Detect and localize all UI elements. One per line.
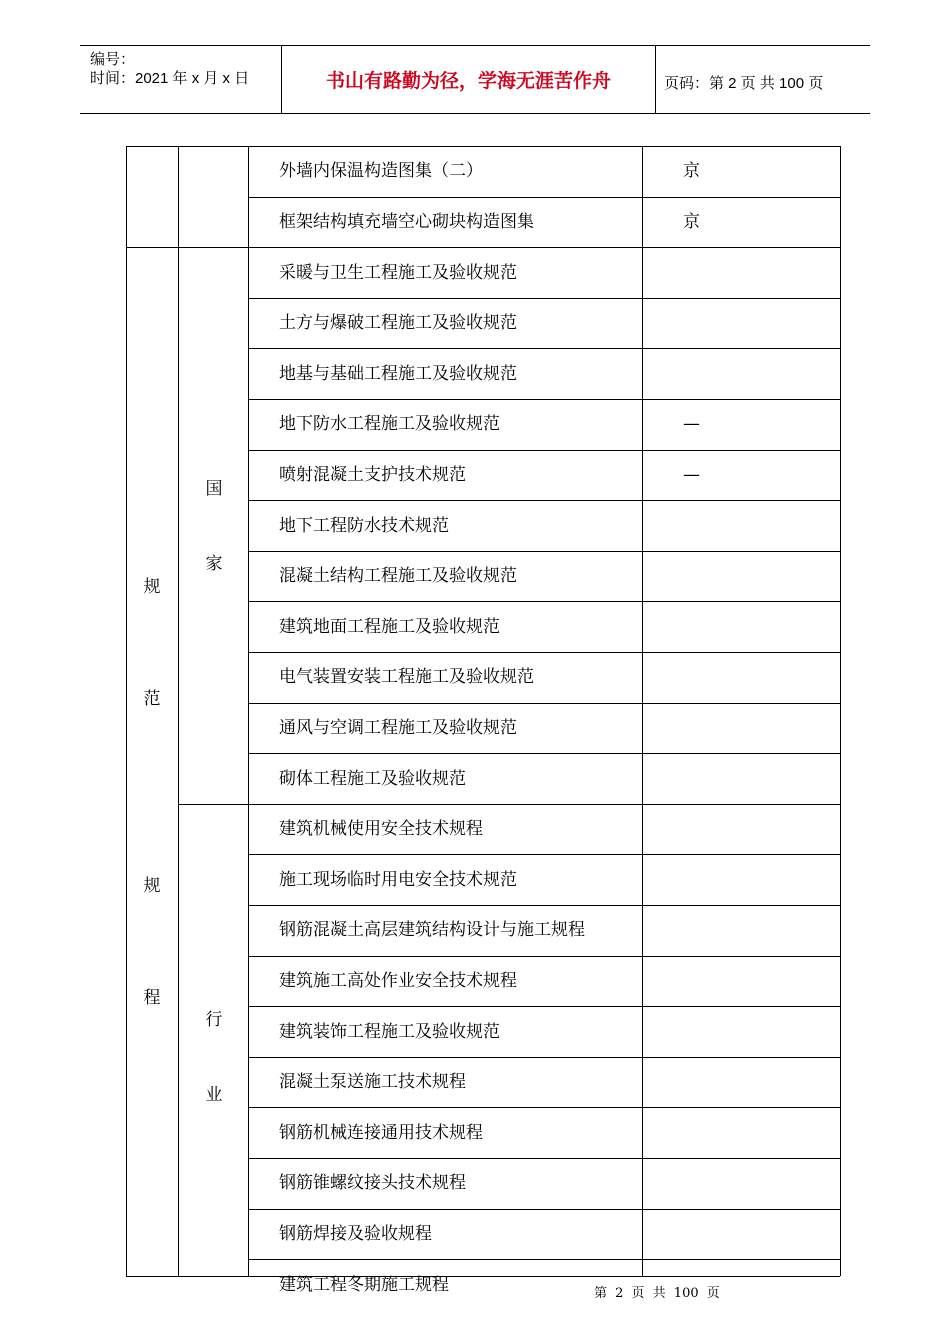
table-row-line bbox=[248, 854, 840, 855]
header-motto: 书山有路勤为径，学海无涯苦作舟 bbox=[325, 70, 611, 92]
table-row-line bbox=[248, 753, 840, 754]
table-row-line bbox=[248, 1259, 840, 1260]
standard-name: 喷射混凝土支护技术规范 bbox=[279, 465, 466, 485]
table-row-line bbox=[248, 1057, 840, 1058]
standard-name: 地基与基础工程施工及验收规范 bbox=[279, 364, 517, 384]
standard-name: 外墙内保温构造图集（二） bbox=[279, 161, 483, 181]
standard-name: 混凝土泵送施工技术规程 bbox=[279, 1072, 466, 1092]
table-row-line bbox=[248, 197, 840, 198]
standard-name: 钢筋机械连接通用技术规程 bbox=[279, 1123, 483, 1143]
category-label-char: 规 bbox=[143, 876, 161, 896]
document-time-label: 时间：2021 年 x 月 x 日 bbox=[90, 70, 250, 87]
standard-name: 混凝土结构工程施工及验收规范 bbox=[279, 566, 517, 586]
national-label-char: 国 bbox=[205, 479, 223, 499]
standard-name: 钢筋混凝土高层建筑结构设计与施工规程 bbox=[279, 920, 585, 940]
standard-name: 建筑装饰工程施工及验收规范 bbox=[279, 1022, 500, 1042]
table-row-line bbox=[248, 551, 840, 552]
standard-name: 土方与爆破工程施工及验收规范 bbox=[279, 313, 517, 333]
table-border-right bbox=[840, 146, 841, 1276]
standard-name: 砌体工程施工及验收规范 bbox=[279, 769, 466, 789]
table-row-line bbox=[248, 399, 840, 400]
standard-name: 电气装置安装工程施工及验收规范 bbox=[279, 667, 534, 687]
industry-label-char: 行 bbox=[205, 1010, 223, 1030]
table-row-line bbox=[248, 450, 840, 451]
standard-name-overflow: 建筑工程冬期施工规程 bbox=[279, 1275, 449, 1295]
table-row-line bbox=[248, 500, 840, 501]
category-label-char: 范 bbox=[143, 689, 161, 709]
table-border-left bbox=[126, 146, 127, 1276]
standard-name: 建筑地面工程施工及验收规范 bbox=[279, 617, 500, 637]
header-top-rule bbox=[80, 45, 870, 46]
table-row-line bbox=[248, 905, 840, 906]
header-bottom-rule bbox=[80, 113, 870, 114]
standard-name: 框架结构填充墙空心砌块构造图集 bbox=[279, 212, 534, 232]
page-footer: 第 2 页 共 100 页 bbox=[594, 1286, 720, 1301]
standard-name: 地下工程防水技术规范 bbox=[279, 516, 449, 536]
standard-code: — bbox=[683, 465, 700, 485]
standard-name: 施工现场临时用电安全技术规范 bbox=[279, 870, 517, 890]
table-row-line bbox=[248, 601, 840, 602]
document-number-label: 编号： bbox=[90, 51, 136, 68]
standard-name: 采暖与卫生工程施工及验收规范 bbox=[279, 263, 517, 283]
standard-code: 京 bbox=[683, 212, 700, 232]
table-row-line bbox=[248, 298, 840, 299]
standard-name: 钢筋焊接及验收规程 bbox=[279, 1224, 432, 1244]
table-row-line bbox=[248, 348, 840, 349]
standard-name: 通风与空调工程施工及验收规范 bbox=[279, 718, 517, 738]
table-row-line bbox=[178, 804, 840, 805]
table-border-col1 bbox=[178, 146, 179, 1276]
table-border-bottom bbox=[126, 1276, 840, 1277]
header-page-label: 页码：第 2 页 共 100 页 bbox=[664, 75, 824, 92]
table-row-line bbox=[126, 247, 840, 248]
table-row-line bbox=[248, 1006, 840, 1007]
category-label-char: 程 bbox=[143, 988, 161, 1008]
national-label-char: 家 bbox=[205, 554, 223, 574]
table-row-line bbox=[248, 956, 840, 957]
header-divider-right bbox=[655, 45, 656, 113]
standard-code: — bbox=[683, 414, 700, 434]
table-row-line bbox=[248, 1107, 840, 1108]
standard-name: 地下防水工程施工及验收规范 bbox=[279, 414, 500, 434]
standard-code: 京 bbox=[683, 161, 700, 181]
table-row-line bbox=[248, 703, 840, 704]
standard-name: 建筑施工高处作业安全技术规程 bbox=[279, 971, 517, 991]
table-row-line bbox=[248, 1209, 840, 1210]
industry-label-char: 业 bbox=[205, 1085, 223, 1105]
table-row-line bbox=[248, 1158, 840, 1159]
category-label-char: 规 bbox=[143, 577, 161, 597]
standard-name: 钢筋锥螺纹接头技术规程 bbox=[279, 1173, 466, 1193]
standard-name: 建筑机械使用安全技术规程 bbox=[279, 819, 483, 839]
table-row-line bbox=[248, 652, 840, 653]
table-border-top bbox=[126, 146, 840, 147]
